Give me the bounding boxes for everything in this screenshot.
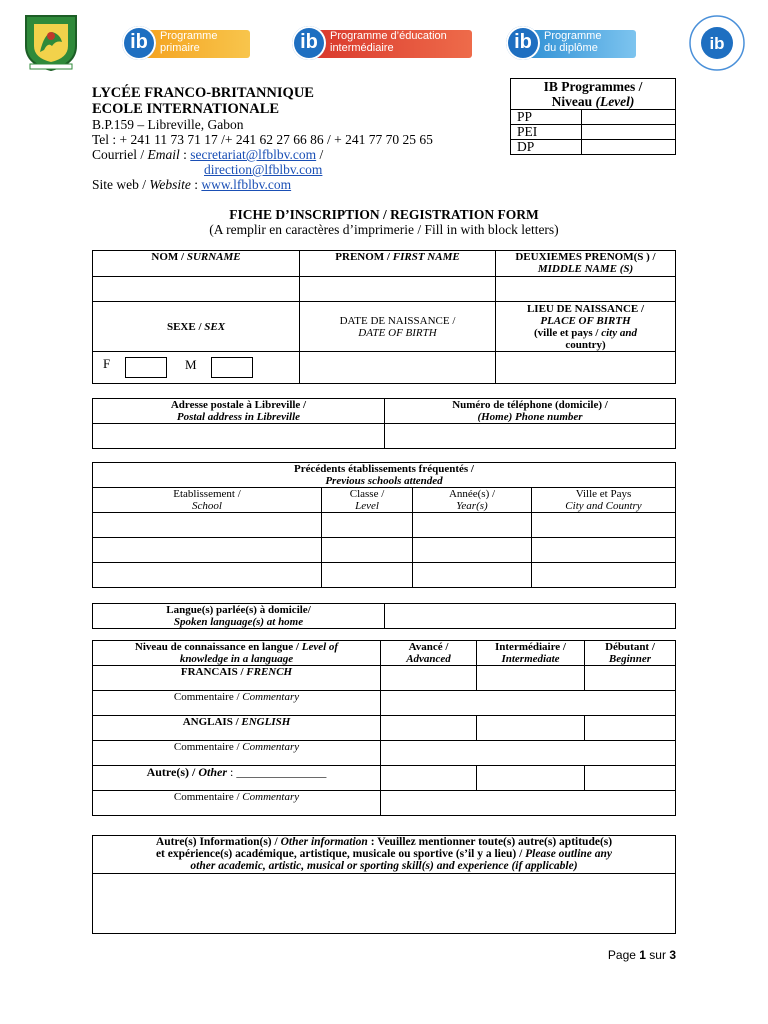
identity-table [92, 250, 676, 384]
years-cell[interactable] [413, 538, 532, 563]
pob-header [496, 302, 676, 352]
other-info-fr-b: : Veuillez mentionner toute(s) autre(s) aptitude(s) [367, 836, 613, 848]
commentary-fr: Commentaire / [173, 791, 243, 803]
col-level-en: Level [355, 500, 379, 512]
pob-note-c: country) [565, 338, 606, 351]
form-title-main: FICHE D’INSCRIPTION / REGISTRATION FORM [229, 207, 539, 222]
pob-note-a: (ville et pays / [534, 326, 602, 339]
surname-field[interactable] [93, 277, 300, 302]
ib2-line2: intermédiaire [330, 42, 394, 54]
sex-f-label: F [103, 356, 111, 371]
years-cell[interactable] [413, 513, 532, 538]
sex-header-fr: SEXE / [166, 320, 205, 333]
website-link[interactable]: www.lfblbv.com [201, 177, 292, 192]
sex-header [93, 302, 300, 352]
ib1-line1: Programme [160, 30, 218, 42]
home-phone-header-en: (Home) Phone number [477, 411, 583, 423]
years-cell[interactable] [413, 563, 532, 588]
email-sep: : [179, 147, 191, 162]
ib-logo-circle: ib [122, 26, 156, 60]
page-number [608, 948, 676, 962]
level-cell[interactable] [322, 563, 413, 588]
other-intermediate-cell[interactable] [477, 766, 585, 791]
spoken-languages-table [92, 603, 676, 629]
school-cell[interactable] [93, 538, 322, 563]
dob-header-en: DATE OF BIRTH [358, 326, 437, 339]
svg-text:ib: ib [709, 34, 725, 53]
dob-header-fr: DATE DE NAISSANCE / [339, 314, 456, 327]
ib-table-header [511, 79, 676, 110]
ib-row-pp-field[interactable] [582, 110, 676, 125]
sex-f-checkbox[interactable] [125, 357, 167, 378]
col-years-header [413, 488, 532, 513]
first-name-header [300, 251, 496, 277]
other-commentary-field[interactable] [381, 791, 676, 816]
middle-name-field[interactable] [496, 277, 676, 302]
spoken-languages-fr: Langue(s) parlée(s) à domicile/ [166, 604, 311, 616]
commentary-en: Commentary [242, 691, 300, 703]
page-sur: sur [645, 948, 670, 962]
language-level-header-en-b: knowledge in a language [179, 653, 294, 665]
school-cell[interactable] [93, 513, 322, 538]
english-intermediate-cell[interactable] [477, 716, 585, 741]
city-cell[interactable] [532, 563, 676, 588]
email-direction-link[interactable]: direction@lfblbv.com [204, 162, 323, 177]
ib-diploma-programme-logo [506, 28, 636, 58]
pob-note-b: city and [601, 326, 637, 339]
ib1-line2: primaire [160, 42, 200, 54]
postal-address-field[interactable] [93, 424, 385, 449]
school-cell[interactable] [93, 563, 322, 588]
english-commentary-field[interactable] [381, 741, 676, 766]
dob-header [300, 302, 496, 352]
french-label [93, 666, 381, 691]
col-school-header [93, 488, 322, 513]
email-secretariat-link[interactable]: secretariat@lfblbv.com [190, 147, 317, 162]
ib-table-header-niveau: Niveau [551, 94, 596, 109]
language-level-header [93, 641, 381, 666]
middle-name-header-en: MIDDLE NAME (S) [537, 263, 634, 275]
postal-address: B.P.159 – Libreville, Gabon [92, 117, 244, 132]
other-info-fr-c: et expérience(s) académique, artistique, musicale ou sportive (s’il y a lieu) / [155, 848, 526, 860]
ib-world-school-seal [688, 14, 746, 72]
advanced-header [381, 641, 477, 666]
home-phone-field[interactable] [385, 424, 676, 449]
previous-schools-header [93, 463, 676, 488]
commentary-en: Commentary [242, 791, 300, 803]
english-label [93, 716, 381, 741]
col-school-en: School [192, 500, 222, 512]
english-advanced-cell[interactable] [381, 716, 477, 741]
advanced-fr: Avancé / [408, 641, 449, 653]
email-label: Courriel / [92, 147, 148, 162]
french-label-fr: FRANCAIS / [180, 666, 247, 678]
english-label-en: ENGLISH [241, 716, 291, 728]
first-name-header-fr: PRENOM / [335, 251, 393, 263]
level-cell[interactable] [322, 513, 413, 538]
beginner-en: Beginner [608, 653, 652, 665]
school-name-line1: LYCÉE FRANCO-BRITANNIQUE [92, 85, 314, 101]
commentary-fr: Commentaire / [173, 741, 243, 753]
website-label: Site web / [92, 177, 150, 192]
sex-m-checkbox[interactable] [211, 357, 253, 378]
advanced-en: Advanced [406, 653, 451, 665]
commentary-fr: Commentaire / [173, 691, 243, 703]
ib-middle-years-programme-logo [292, 28, 472, 58]
col-city-fr: Ville et Pays [575, 488, 632, 500]
other-info-en-c: other academic, artistic, musical or sporting skill(s) and experience (if applicable) [190, 860, 578, 872]
other-language-fr: Autre(s) / [146, 765, 199, 779]
city-cell[interactable] [532, 513, 676, 538]
col-years-fr: Année(s) / [448, 488, 496, 500]
french-intermediate-cell[interactable] [477, 666, 585, 691]
col-level-fr: Classe / [349, 488, 385, 500]
other-advanced-cell[interactable] [381, 766, 477, 791]
middle-name-header [496, 251, 676, 277]
other-language-line[interactable]: : _______________ [227, 765, 327, 779]
table-row [93, 563, 676, 588]
french-label-en: FRENCH [246, 666, 293, 678]
postal-address-header-fr: Adresse postale à Libreville / [170, 399, 307, 411]
page-current: 1 [639, 948, 646, 962]
surname-header-fr: NOM / [151, 251, 187, 263]
home-phone-header [385, 399, 676, 424]
middle-name-header-fr: DEUXIEMES PRENOM(S ) / [515, 251, 656, 263]
other-language-en: Other [198, 765, 228, 779]
email-label-en: Email [147, 147, 180, 162]
first-name-header-en: FIRST NAME [392, 251, 460, 263]
sex-field [93, 352, 300, 384]
french-advanced-cell[interactable] [381, 666, 477, 691]
other-information-field[interactable] [93, 874, 676, 934]
beginner-header [585, 641, 676, 666]
other-information-table [92, 835, 676, 934]
other-information-header [93, 836, 676, 874]
intermediate-en: Intermediate [501, 653, 560, 665]
sex-header-en: SEX [204, 320, 226, 333]
ib-row-dp-label: DP [511, 140, 582, 155]
ib-row-pei-field[interactable] [582, 125, 676, 140]
spoken-languages-field[interactable] [385, 604, 676, 629]
col-years-en: Year(s) [456, 500, 488, 512]
ib-row-pei-label: PEI [511, 125, 582, 140]
english-beginner-cell[interactable] [585, 716, 676, 741]
ib-row-dp-field[interactable] [582, 140, 676, 155]
intermediate-fr: Intermédiaire / [495, 641, 566, 653]
language-level-table [92, 640, 676, 816]
ib-logo-circle: ib [506, 26, 540, 60]
other-beginner-cell[interactable] [585, 766, 676, 791]
commentary-en: Commentary [242, 741, 300, 753]
previous-schools-header-fr: Précédents établissements fréquentés / [294, 463, 474, 475]
table-row [93, 538, 676, 563]
previous-schools-table [92, 462, 676, 588]
address-table [92, 398, 676, 449]
other-language-label [93, 766, 381, 791]
website-sep: : [190, 177, 202, 192]
col-city-en: City and Country [565, 500, 642, 512]
city-cell[interactable] [532, 538, 676, 563]
other-commentary-label [93, 791, 381, 816]
website-label-en: Website [149, 177, 191, 192]
first-name-field[interactable] [300, 277, 496, 302]
spoken-languages-en: Spoken language(s) at home [173, 616, 304, 628]
postal-address-header-en: Postal address in Libreville [176, 411, 301, 423]
english-label-fr: ANGLAIS / [182, 716, 242, 728]
pob-field[interactable] [496, 352, 676, 384]
form-title [92, 207, 676, 237]
ib-table-header-level: (Level) [595, 94, 635, 109]
school-contact [92, 117, 433, 192]
form-subtitle: (A remplir en caractères d’imprimerie / Fill in with block letters) [209, 222, 559, 237]
ib3-line1: Programme [544, 30, 602, 42]
english-commentary-label [93, 741, 381, 766]
other-info-fr-a: Autre(s) Information(s) / [155, 836, 281, 848]
ib-row-pp-label: PP [511, 110, 582, 125]
page-total: 3 [669, 948, 676, 962]
school-name-line2: ECOLE INTERNATIONALE [92, 101, 280, 117]
col-level-header [322, 488, 413, 513]
beginner-fr: Débutant / [605, 641, 655, 653]
col-city-header [532, 488, 676, 513]
ib-programmes-table [510, 78, 676, 155]
dob-field[interactable] [300, 352, 496, 384]
french-beginner-cell[interactable] [585, 666, 676, 691]
french-commentary-field[interactable] [381, 691, 676, 716]
email-slash: / [316, 147, 324, 162]
intermediate-header [477, 641, 585, 666]
language-level-header-fr: Niveau de connaissance en langue / [134, 641, 302, 653]
level-cell[interactable] [322, 538, 413, 563]
french-commentary-label [93, 691, 381, 716]
ib-primary-programme-logo [122, 28, 250, 58]
ib-table-header-fr: IB Programmes / [543, 79, 643, 94]
language-level-header-en-a: Level of [301, 641, 339, 653]
previous-schools-header-en: Previous schools attended [325, 475, 443, 487]
pob-header-fr: LIEU DE NAISSANCE / [526, 302, 645, 315]
pob-header-en: PLACE OF BIRTH [540, 314, 631, 327]
ib3-line2: du diplôme [544, 42, 598, 54]
ib-logo-circle: ib [292, 26, 326, 60]
page-word: Page [607, 948, 640, 962]
postal-address-header [93, 399, 385, 424]
other-info-en-b: Please outline any [525, 848, 613, 860]
col-school-fr: Etablissement / [173, 488, 241, 500]
sex-m-label: M [185, 357, 197, 372]
surname-header-en: SURNAME [186, 251, 241, 263]
spoken-languages-header [93, 604, 385, 629]
table-row [93, 513, 676, 538]
ib2-line1: Programme d’éducation [330, 30, 447, 42]
telephone: Tel : + 241 11 73 71 17 /+ 241 62 27 66 86 / + 241 77 70 25 65 [92, 132, 433, 147]
school-name [92, 85, 314, 117]
surname-header [93, 251, 300, 277]
home-phone-header-fr: Numéro de téléphone (domicile) / [452, 399, 608, 411]
school-crest-logo [22, 12, 80, 72]
other-info-en-a: Other information [280, 836, 368, 848]
